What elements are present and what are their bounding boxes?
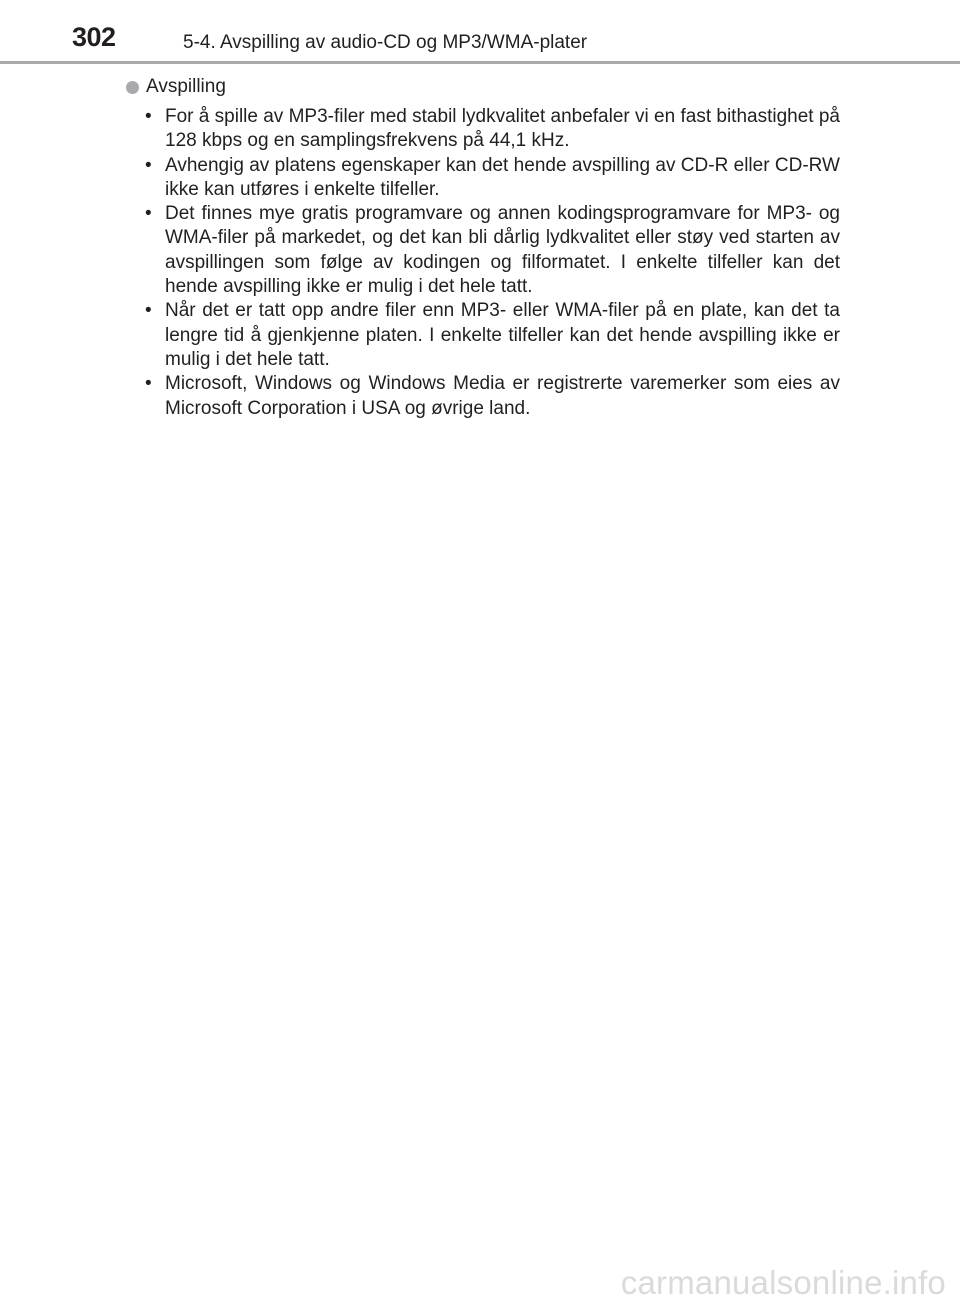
list-item-text: Det finnes mye gratis programvare og annen kodingsprogramvare for MP3- og WMA-filer på markedet, og det kan bli dårlig lydkvalitet eller støy ved starten av avspillingen som følge av kodingen og filformatet. I enkelte tilfeller kan det hende avspilling ikke er mulig i det hele tatt. (165, 203, 840, 298)
bullet-dot-icon: • (145, 154, 152, 176)
section-heading (126, 75, 226, 99)
bullet-dot-icon: • (145, 106, 152, 127)
list-item-text: Avhengig av platens egenskaper kan det hende avspilling av CD-R eller CD-RW ikke kan utføres i enkelte tilfeller. (165, 154, 840, 200)
watermark: carmanualsonline.info (620, 1264, 946, 1301)
header-divider (0, 61, 960, 64)
list-item (143, 154, 840, 203)
section-heading-text: Avspilling (146, 76, 226, 97)
list-item-text: Når det er tatt opp andre filer enn MP3- eller WMA-filer på en plate, kan det ta lengre tid å gjenkjenne platen. I enkelte tilfeller kan det hende avspilling ikke er mulig i det hele tatt. (165, 300, 840, 370)
bullet-dot-icon: • (145, 203, 152, 225)
list-item (143, 105, 840, 154)
list-item (143, 299, 840, 372)
section-title: 5-4. Avspilling av audio-CD og MP3/WMA-plater (183, 32, 588, 53)
list-item-text: Microsoft, Windows og Windows Media er registrerte varemerker som eies av Microsoft Corporation i USA og øvrige land. (165, 373, 840, 419)
list-item (143, 372, 840, 421)
page-number: 302 (72, 22, 116, 52)
list-item (143, 202, 840, 299)
bullet-dot-icon: • (145, 300, 152, 322)
bullet-dot-icon: • (145, 373, 152, 395)
list-item-text: For å spille av MP3-filer med stabil lydkvalitet anbefaler vi en fast bithastighet på 128 kbps og en samplingsfrekvens på 44,1 kHz. (165, 106, 840, 152)
circle-bullet-icon (126, 81, 139, 94)
bullet-list (143, 105, 840, 421)
